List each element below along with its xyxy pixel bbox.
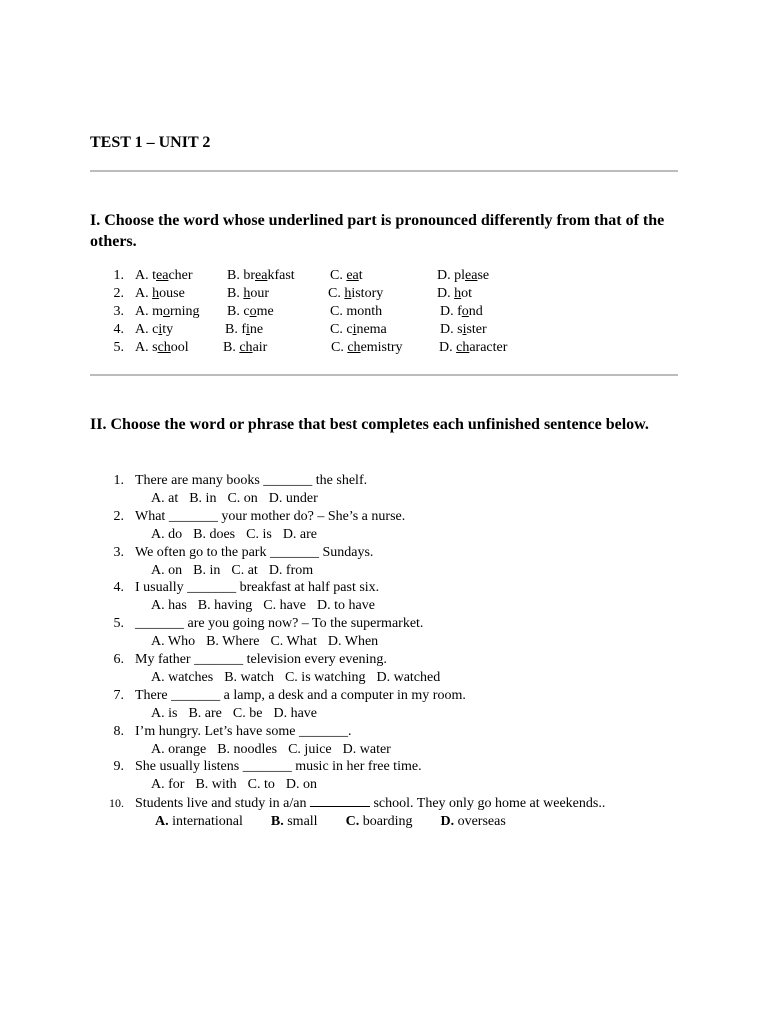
- answer-options-row: [151, 633, 389, 651]
- item-number: 5.: [113, 340, 124, 355]
- underlined-part: ch: [347, 340, 361, 355]
- underlined-part: i: [158, 322, 163, 337]
- answer-option: B. watch: [224, 670, 274, 685]
- word-part: ouse: [159, 286, 185, 301]
- answer-option: A. orange: [151, 741, 207, 757]
- word-option: [227, 267, 295, 285]
- option-text: small: [283, 814, 318, 830]
- underlined-part: ea: [156, 268, 169, 283]
- answer-option: B. having: [197, 598, 253, 614]
- word-part: rning: [170, 304, 200, 319]
- answer-option: B. Where: [206, 634, 260, 650]
- question-number: 7.: [113, 687, 124, 703]
- item-number: 3.: [113, 304, 124, 319]
- word-part: D. pl: [437, 268, 465, 283]
- answer-blank: [310, 794, 370, 807]
- answer-options-row: [151, 705, 328, 723]
- word-option: [135, 321, 173, 339]
- answer-option: B. are: [188, 705, 222, 721]
- word-part: B. br: [227, 268, 255, 283]
- section2-heading: II. Choose the word or phrase that best completes each unfinished sentence below.: [90, 416, 649, 433]
- word-part: A. m: [135, 304, 163, 319]
- question-number: 5.: [113, 616, 124, 632]
- word-part: C.: [328, 286, 345, 301]
- word-part: B.: [223, 340, 240, 355]
- option-letter: C.: [345, 814, 360, 830]
- answer-options-row: [151, 562, 324, 580]
- section1-heading: I. Choose the word whose underlined part is pronounced differently from that of the others.: [90, 212, 665, 250]
- answer-option: C. juice: [288, 741, 332, 757]
- answer-option: D. are: [282, 526, 318, 542]
- item-number: 2.: [113, 286, 124, 301]
- word-part: D.: [439, 340, 457, 355]
- question-number: 6.: [113, 652, 124, 667]
- answer-options-row: [155, 813, 534, 831]
- word-part: t: [358, 268, 363, 283]
- word-option: [437, 285, 472, 303]
- word-part: ot: [461, 286, 473, 301]
- option-text: international: [168, 814, 243, 830]
- underlined-part: ch: [239, 340, 253, 355]
- word-part: D. f: [440, 304, 462, 319]
- word-part: ne: [249, 322, 264, 337]
- underlined-part: ch: [456, 340, 470, 355]
- word-option: [330, 267, 363, 285]
- option-letter: D.: [440, 814, 455, 830]
- word-option: [328, 285, 383, 303]
- underlined-part: o: [249, 304, 257, 319]
- underlined-part: h: [454, 286, 462, 301]
- question-stem: _______ are you going now? – To the supermarket.: [135, 616, 424, 632]
- answer-option: B. in: [189, 491, 217, 506]
- word-part: D. s: [440, 322, 463, 337]
- underlined-part: ea: [346, 268, 359, 283]
- underlined-part: h: [243, 286, 251, 301]
- word-part: ster: [466, 322, 487, 337]
- option-text: boarding: [359, 814, 413, 830]
- underlined-part: h: [344, 286, 352, 301]
- word-option: [225, 321, 263, 339]
- word-part: A.: [135, 286, 153, 301]
- question-number: 8.: [113, 723, 124, 739]
- question-stem: We often go to the park _______ Sundays.: [135, 544, 374, 560]
- word-part: C.: [330, 268, 347, 283]
- answer-option: D. on: [285, 777, 318, 793]
- word-part: se: [477, 268, 490, 283]
- answer-option: A. at: [151, 491, 179, 506]
- answer-options-row: [151, 526, 328, 544]
- word-option: [439, 339, 507, 357]
- word-part: D.: [437, 286, 455, 301]
- answer-option: A. on: [151, 562, 183, 578]
- question-stem: I’m hungry. Let’s have some _______.: [135, 723, 352, 739]
- question-stem: I usually _______ breakfast at half past six.: [135, 580, 380, 596]
- question-number: 2.: [113, 508, 124, 524]
- answer-option: C. at: [231, 562, 258, 578]
- item-number: 1.: [113, 268, 124, 283]
- divider-line: [90, 170, 678, 172]
- option-letter: B.: [270, 814, 284, 830]
- answer-option: B. noodles: [217, 741, 278, 757]
- word-part: C. month: [330, 304, 383, 319]
- answer-option: D. watched: [376, 670, 441, 685]
- answer-option: A. has: [151, 598, 187, 614]
- word-part: ty: [162, 322, 174, 337]
- question-stem: There are many books _______ the shelf.: [135, 473, 368, 488]
- question-stem: My father _______ television every evening.: [135, 652, 387, 667]
- answer-option: C. be: [232, 705, 263, 721]
- word-part: A. s: [135, 340, 158, 355]
- underlined-part: ea: [465, 268, 478, 283]
- answer-option: B. with: [195, 777, 237, 793]
- word-part: B. f: [225, 322, 246, 337]
- answer-options-row: [151, 597, 386, 615]
- answer-option: D. to have: [317, 598, 375, 614]
- word-part: our: [250, 286, 270, 301]
- word-option: [330, 303, 382, 321]
- word-part: aracter: [469, 340, 508, 355]
- underlined-part: h: [152, 286, 160, 301]
- question-stem: What _______ your mother do? – She’s a nurse.: [135, 508, 406, 524]
- word-option: [135, 267, 193, 285]
- word-option: [135, 303, 200, 321]
- word-part: A. c: [135, 322, 159, 337]
- underlined-part: o: [163, 304, 170, 319]
- answer-option: A. watches: [151, 670, 214, 685]
- question-stem: [135, 794, 605, 813]
- answer-option: A. Who: [151, 634, 196, 650]
- underlined-part: ea: [255, 268, 268, 283]
- question-number: 4.: [113, 580, 124, 596]
- word-part: C.: [331, 340, 348, 355]
- answer-option: A. do: [151, 526, 183, 542]
- answer-option: [440, 814, 505, 829]
- option-text: overseas: [454, 814, 506, 830]
- word-option: [135, 285, 185, 303]
- answer-options-row: [151, 776, 328, 794]
- answer-option: D. have: [273, 705, 317, 721]
- underlined-part: i: [246, 322, 250, 337]
- answer-option: C. What: [270, 634, 317, 650]
- word-part: C. c: [330, 322, 353, 337]
- word-part: B.: [227, 286, 244, 301]
- word-part: cher: [168, 268, 193, 283]
- word-option: [227, 303, 274, 321]
- stem-text: Students live and study in a/an: [135, 796, 310, 812]
- word-option: [227, 285, 269, 303]
- answer-option: C. on: [227, 491, 258, 506]
- answer-option: D. from: [268, 562, 314, 578]
- underlined-part: i: [352, 322, 357, 337]
- answer-option: D. under: [268, 491, 318, 506]
- answer-options-row: [151, 741, 402, 759]
- word-option: [223, 339, 267, 357]
- underlined-part: i: [462, 322, 467, 337]
- answer-option: [346, 814, 413, 829]
- word-part: B. c: [227, 304, 250, 319]
- answer-option: [155, 814, 243, 829]
- question-number: 9.: [113, 759, 124, 775]
- word-part: emistry: [360, 340, 403, 355]
- word-option: [440, 303, 483, 321]
- item-number: 4.: [113, 322, 124, 337]
- question-number: 3.: [113, 544, 124, 560]
- word-option: [330, 321, 387, 339]
- word-part: kfast: [267, 268, 295, 283]
- answer-option: C. is: [246, 526, 272, 542]
- answer-option: C. to: [247, 777, 275, 793]
- word-part: nema: [356, 322, 387, 337]
- word-part: nd: [468, 304, 483, 319]
- answer-option: A. is: [151, 705, 178, 721]
- answer-option: C. have: [263, 598, 306, 614]
- question-stem: She usually listens _______ music in her free time.: [135, 759, 422, 775]
- answer-options-row: [151, 669, 451, 687]
- question-number: 10.: [109, 796, 124, 811]
- option-letter: A.: [155, 814, 169, 830]
- answer-option: D. When: [327, 634, 379, 650]
- answer-option: B. in: [193, 562, 221, 578]
- question-stem: There _______ a lamp, a desk and a computer in my room.: [135, 687, 466, 703]
- test-title: TEST 1 – UNIT 2: [90, 134, 211, 151]
- word-option: [135, 339, 189, 357]
- question-number: 1.: [113, 473, 124, 488]
- answer-option: D. water: [342, 741, 391, 757]
- answer-option: [271, 814, 318, 829]
- underlined-part: ch: [157, 340, 171, 355]
- answer-option: A. for: [151, 777, 185, 793]
- answer-option: C. is watching: [284, 670, 366, 685]
- word-part: istory: [351, 286, 384, 301]
- underlined-part: o: [461, 304, 469, 319]
- stem-text: school. They only go home at weekends..: [369, 796, 606, 812]
- divider-line: [90, 374, 678, 376]
- word-part: air: [252, 340, 268, 355]
- word-part: me: [256, 304, 274, 319]
- word-option: [440, 321, 487, 339]
- word-option: [437, 267, 489, 285]
- word-part: A. t: [135, 268, 156, 283]
- answer-option: B. does: [193, 526, 236, 542]
- word-part: ool: [170, 340, 189, 355]
- answer-options-row: [151, 490, 329, 508]
- word-option: [331, 339, 403, 357]
